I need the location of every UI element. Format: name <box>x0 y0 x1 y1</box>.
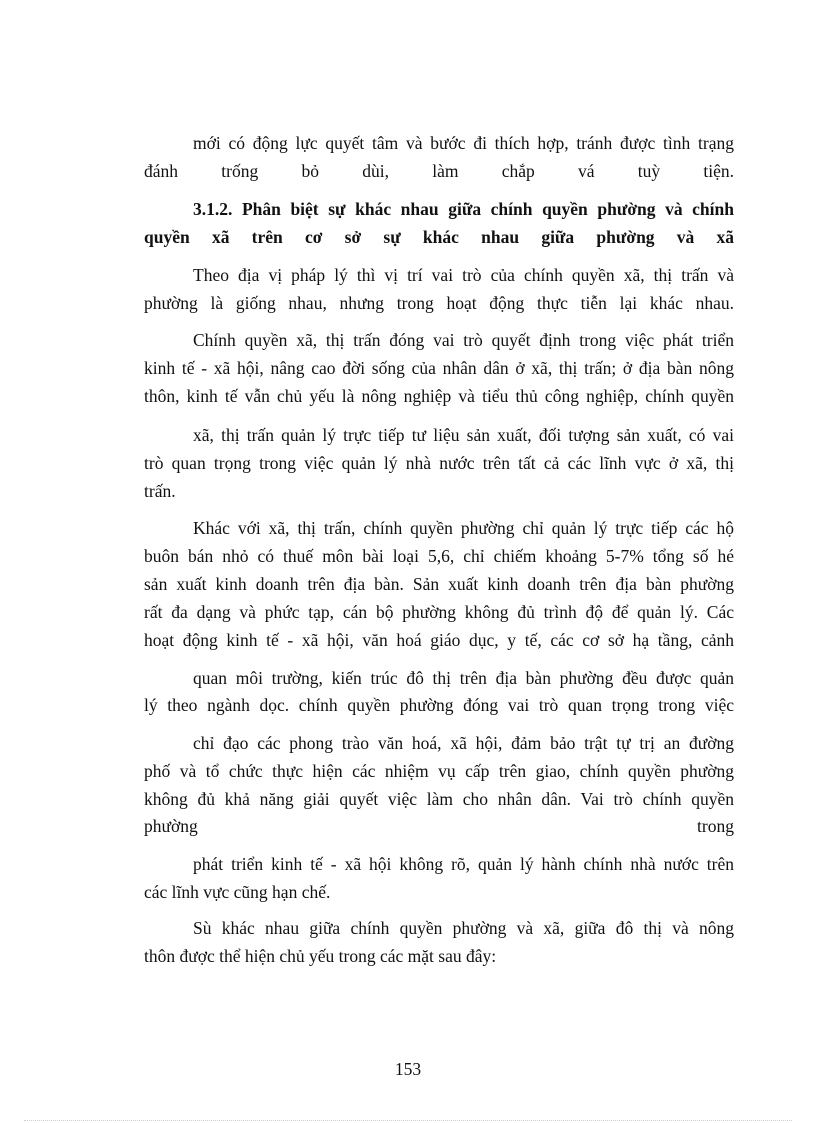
text-line: mới có động lực quyết tâm và bước đi thích hợp, tránh được tình trạng <box>193 133 734 153</box>
text-line: lý theo ngành dọc. chính quyền phường đóng vai trò quan trọng trong việc <box>144 695 734 715</box>
section-heading: 3.1.2. Phân biệt sự khác nhau giữa chính quyền phường và chính <box>193 199 734 219</box>
text-line: phường là giống nhau, nhưng trong hoạt động thực tiễn lại khác nhau. <box>144 293 734 313</box>
text-line: kinh tế - xã hội, nâng cao đời sống của nhân dân ở xã, thị trấn; ở địa bàn nông <box>144 358 734 378</box>
text-line: xã, thị trấn quản lý trực tiếp tư liệu sản xuất, đối tượng sản xuất, có vai <box>193 425 734 445</box>
text-line: phường trong <box>144 816 734 836</box>
text-line: Theo địa vị pháp lý thì vị trí vai trò của chính quyền xã, thị trấn và <box>193 265 734 285</box>
text-line: trò quan trọng trong việc quản lý nhà nước trên tất cả các lĩnh vực ở xã, thị <box>144 453 734 473</box>
page-number: 153 <box>394 1059 422 1079</box>
text-line: sản xuất kinh doanh trên địa bàn. Sản xuất kinh doanh trên địa bàn phường <box>144 574 734 594</box>
text-line: đánh trống bỏ dùi, làm chắp vá tuỳ tiện. <box>144 161 734 181</box>
text-line: buôn bán nhỏ có thuế môn bài loại 5,6, chỉ chiếm khoảng 5-7% tổng số hé <box>144 546 734 566</box>
text-line: thôn, kinh tế vẫn chủ yếu là nông nghiệp và tiểu thủ công nghiệp, chính quyền <box>144 386 734 406</box>
text-line: phát triển kinh tế - xã hội không rõ, quản lý hành chính nhà nước trên <box>193 854 734 874</box>
text-line: thôn được thể hiện chủ yếu trong các mặt sau đây: <box>144 946 497 966</box>
text-line: phố và tổ chức thực hiện các nhiệm vụ cấp trên giao, chính quyền phường <box>144 761 734 781</box>
text-line: Sù khác nhau giữa chính quyền phường và xã, giữa đô thị và nông <box>193 918 734 938</box>
text-line: rất đa dạng và phức tạp, cán bộ phường không đủ trình độ để quản lý. Các <box>144 602 734 622</box>
section-heading: quyền xã trên cơ sở sự khác nhau giữa phường và xã <box>144 227 734 247</box>
text-line: các lĩnh vực cũng hạn chế. <box>144 882 331 902</box>
text-line: Chính quyền xã, thị trấn đóng vai trò quyết định trong việc phát triển <box>193 330 734 350</box>
text-line: chỉ đạo các phong trào văn hoá, xã hội, đảm bảo trật tự trị an đường <box>193 733 734 753</box>
text-line: quan môi trường, kiến trúc đô thị trên địa bàn phường đều được quản <box>193 668 734 688</box>
text-line: Khác với xã, thị trấn, chính quyền phường chỉ quản lý trực tiếp các hộ <box>193 518 734 538</box>
text-line: hoạt động kinh tế - xã hội, văn hoá giáo dục, y tế, các cơ sở hạ tầng, cảnh <box>144 630 734 650</box>
page-bottom-divider <box>24 1120 792 1121</box>
text-line: trấn. <box>144 481 176 501</box>
text-line: không đủ khả năng giải quyết việc làm cho nhân dân. Vai trò chính quyền <box>144 789 734 809</box>
